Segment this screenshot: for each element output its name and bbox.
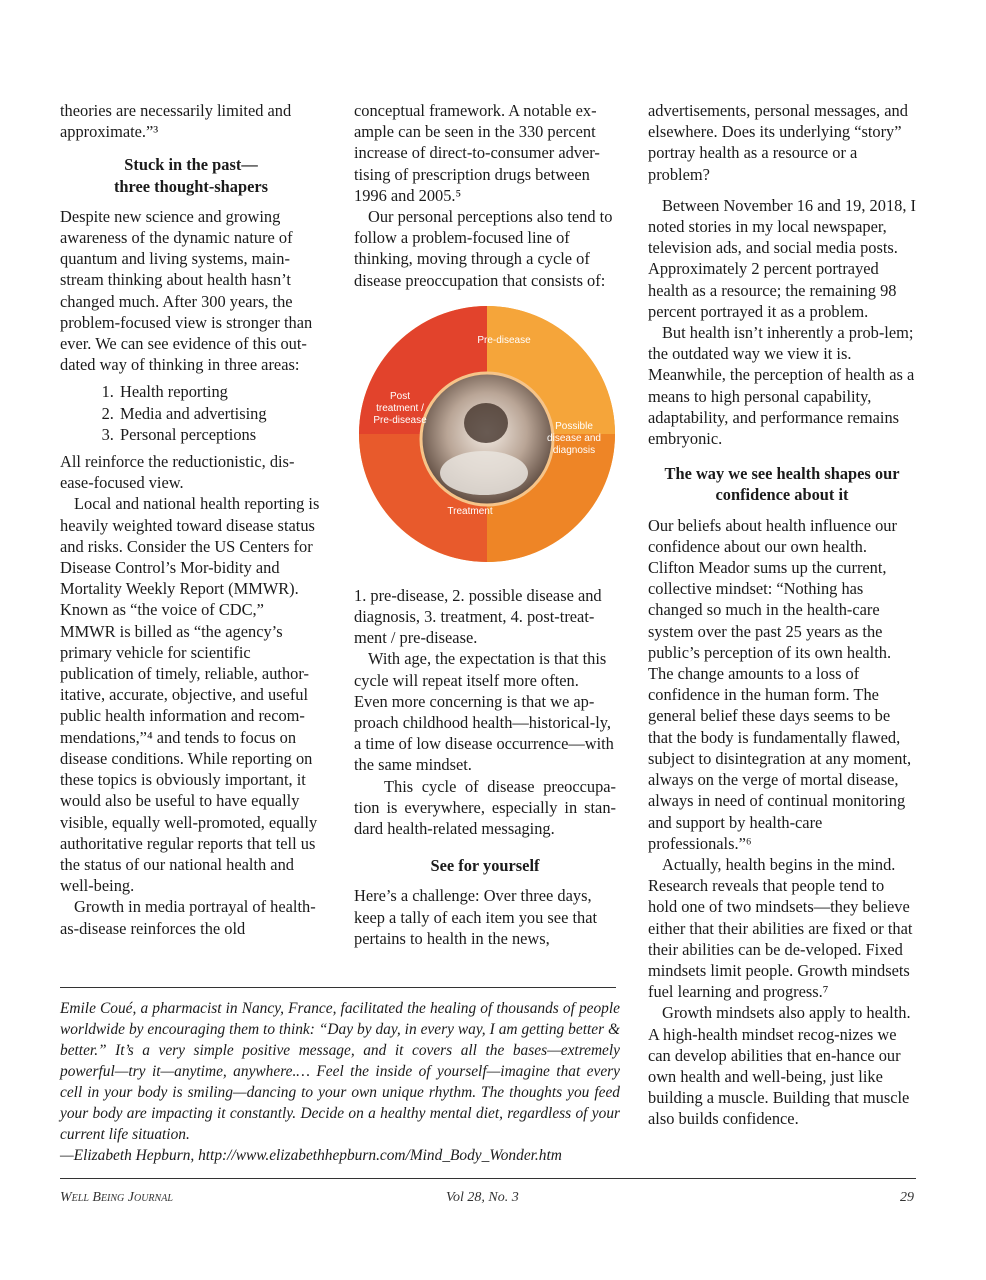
paragraph: conceptual framework. A notable ex-ample can be seen in the 330 percent increase of direct-to-consumer adver-tising of prescription drugs between 1996 and 2005.⁵ — [354, 101, 600, 205]
paragraph: With age, the expectation is that this cycle will repeat itself more often. Even more concerning is that we ap-proach childhood health—historical-ly, a time of low disease occurrence—with the same mindset. — [354, 649, 614, 775]
pull-quote — [60, 998, 620, 1166]
paragraph: advertisements, personal messages, and elsewhere. Does its underlying “story” portray health as a resource or a problem? — [648, 101, 908, 184]
paragraph: Our beliefs about health influence our confidence about our own health. Clifton Meador sums up the current, collective mindset: “Nothing has changed so much in the health-care system over the past 25 years as the public’s perception of its own health. The change amounts to a loss of confidence in the human form. The general belief these days seems to be that the body is fundamentally flawed, subject to disintegration at any moment, always on the verge of mortal disease, always in need of continual monitoring and support by health-care professionals.”⁶ — [648, 515, 912, 853]
label-possible-disease: Possible disease and diagnosis — [547, 420, 601, 456]
paragraph: Growth in media portrayal of health-as-disease reinforces the old — [60, 897, 316, 938]
paragraph: 1. pre-disease, 2. possible disease and diagnosis, 3. treatment, 4. post-treat-ment / pre-disease. — [354, 585, 602, 648]
footer-rule — [60, 1178, 916, 1179]
paragraph: Local and national health reporting is heavily weighted toward disease status and risks. Consider the US Centers for Disease Control’s Mor-bidity and Mortality Weekly Report (MMWR). Known as “the voice of CDC,” MMWR is billed as “the agency’s primary vehicle for scientific publication of timely, reliable, author-itative, accurate, objective, and useful public health information and recom-mendations,”⁴ and tends to focus on disease conditions. While reporting on these topics is obviously important, it would also be useful to have equally visible, equally well-promoted, equally authoritative regular reports that tell us the status of our national health and well-being. — [60, 494, 320, 896]
paragraph: Despite new science and growing awareness of the dynamic nature of quantum and living systems, main-stream thinking about health hasn’t changed much. After 300 years, the problem-focused view is stronger than ever. We can see evidence of this out-dated way of thinking in three areas: — [60, 206, 313, 375]
paragraph: Our personal perceptions also tend to follow a problem-focused line of thinking, moving through a cycle of disease preoccupation that consists of: — [354, 207, 613, 290]
photo-shirt-shape — [440, 451, 528, 495]
paragraph: Actually, health begins in the mind. Research reveals that people tend to hold one of two mindsets—they believe either that their abilities are fixed or that their abilities can be de-veloped. Fixed mindsets limit people. Growth mindsets fuel learning and progress.⁷ — [648, 854, 913, 1002]
list-item: 2. Media and advertising — [118, 403, 322, 424]
column-1 — [60, 100, 322, 939]
paragraph: But health isn’t inherently a prob-lem; the outdated way we view it is. Meanwhile, the perception of health as a means to high personal capability, adaptability, and performance remains embryonic. — [648, 323, 915, 449]
paragraph: Between November 16 and 19, 2018, I noted stories in my local newspaper, television ads, and social media posts. Approximately 2 percent portrayed health as a resource; the remaining 98 percent portrayed it as a problem. — [648, 195, 916, 321]
photo-head-shape — [464, 403, 508, 443]
column-2 — [354, 100, 616, 949]
list-item: 3. Personal perceptions — [118, 424, 322, 445]
numbered-list — [60, 381, 322, 445]
paragraph: All reinforce the reductionistic, dis-ease-focused view. — [60, 452, 295, 493]
list-item: 1. Health reporting — [118, 381, 322, 402]
label-pre-disease: Pre-disease — [477, 334, 531, 346]
section-heading: The way we see health shapes our confidence about it — [664, 464, 900, 505]
journal-name: Well Being Journal — [60, 1190, 173, 1205]
section-heading: See for yourself — [430, 856, 540, 876]
quote-text: Emile Coué, a pharmacist in Nancy, France, facilitated the healing of thousands of people worldwide by encouraging them to think: “Day by day, in every way, I am getting better & better.” It’s a very simple positive message, and it covers all the bases—extremely powerful—try it—anytime, anywhere.… Feel the inside of yourself—imagine that every cell in your body is smiling—dancing to your own unique rhythm. The thoughts you feed your body are impacting it constantly. Decide on a healthy mental diet, regardless of your current life situation. — [60, 1000, 620, 1143]
label-treatment: Treatment — [447, 505, 493, 517]
disease-cycle-diagram — [356, 303, 618, 565]
quote-top-rule — [60, 987, 616, 988]
section-heading: Stuck in the past— three thought-shapers — [113, 155, 269, 196]
paragraph: This cycle of disease preoccupa-tion is everywhere, especially in stan-dard health-related messaging. — [354, 776, 616, 839]
label-post-treatment: Post treatment / Pre-disease — [373, 390, 427, 426]
column-3 — [648, 100, 916, 1130]
volume-number: Vol 28, No. 3 — [446, 1190, 519, 1205]
paragraph: Here’s a challenge: Over three days, keep a tally of each item you see that pertains to health in the news, — [354, 886, 598, 948]
quote-attribution: —Elizabeth Hepburn, http://www.elizabethhepburn.com/Mind_Body_Wonder.htm — [60, 1147, 562, 1164]
paragraph: theories are necessarily limited and approximate.”³ — [60, 101, 292, 142]
paragraph: Growth mindsets also apply to health. A high-health mindset recog-nizes we can develop abilities that en-hance our own health and well-being, just like building a muscle. Building that muscle also builds confidence. — [648, 1003, 911, 1129]
page-number: 29 — [900, 1190, 914, 1205]
